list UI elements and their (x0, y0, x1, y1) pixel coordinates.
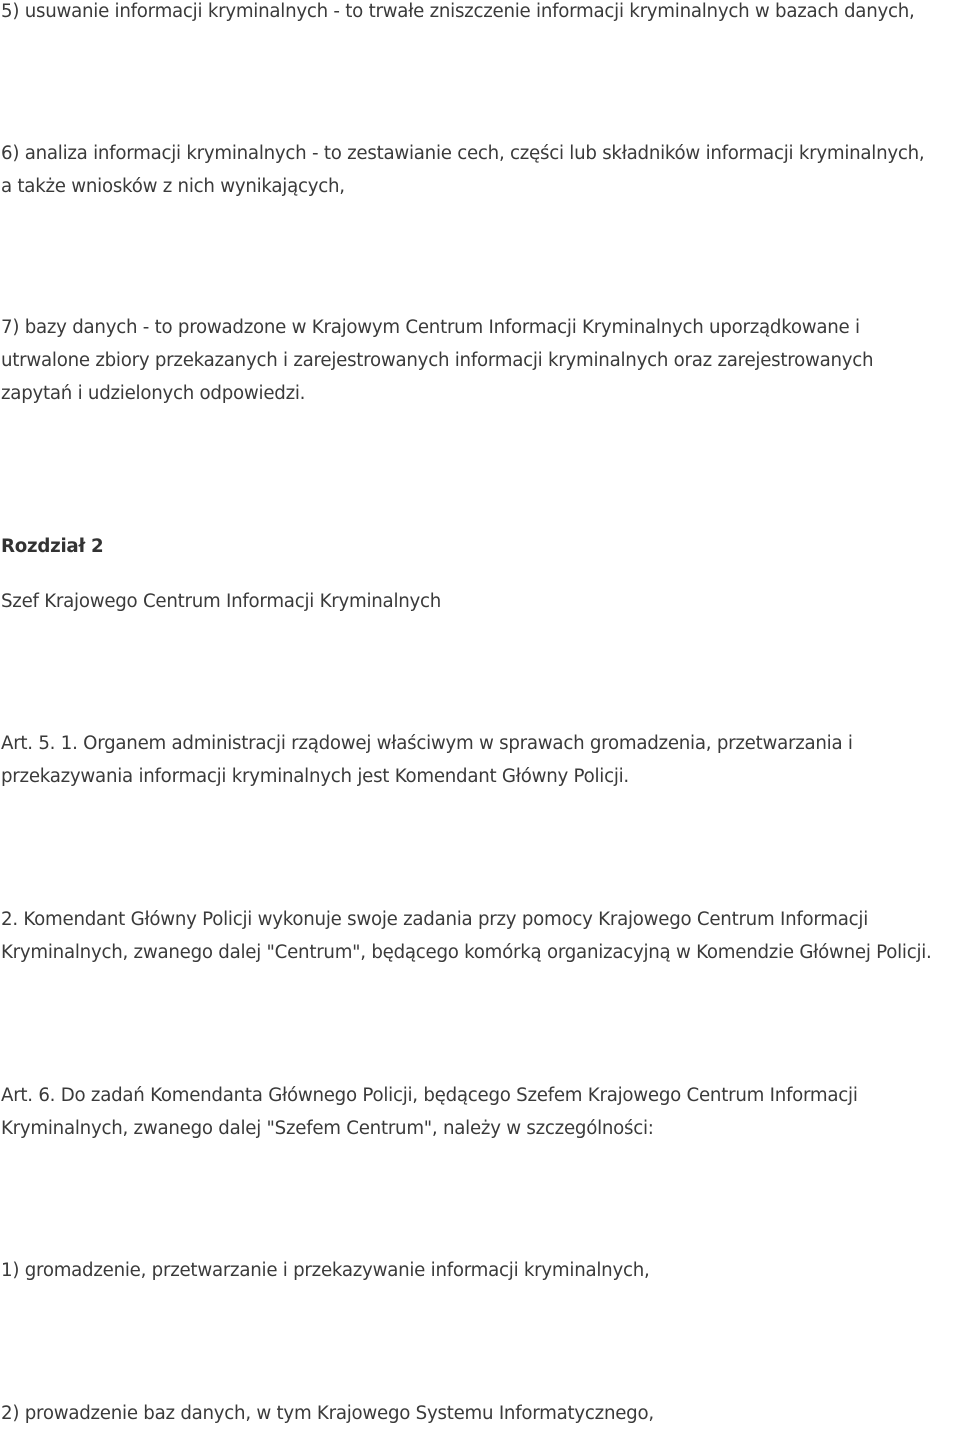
chapter-title-text: Szef Krajowego Centrum Informacji Kryminalnych (1, 591, 442, 612)
chapter-number: Rozdział 2 (1, 536, 104, 557)
list-item (1, 1254, 957, 1287)
chapter-title (1, 585, 957, 618)
definition-7 (1, 311, 957, 410)
text-line: 2) prowadzenie baz danych, w tym Krajowego Systemu Informatycznego, (1, 1403, 654, 1424)
text-line: a także wniosków z nich wynikających, (1, 176, 345, 197)
text-line: 2. Komendant Główny Policji wykonuje swoje zadania przy pomocy Krajowego Centrum Informacji (1, 909, 869, 930)
definition-6 (1, 137, 957, 203)
text-line: utrwalone zbiory przekazanych i zarejestrowanych informacji kryminalnych oraz zarejestrowanych (1, 350, 874, 371)
text-line: przekazywania informacji kryminalnych jest Komendant Główny Policji. (1, 766, 629, 787)
text-line: Kryminalnych, zwanego dalej "Centrum", będącego komórką organizacyjną w Komendzie Głównej Policji. (1, 942, 932, 963)
text-line: zapytań i udzielonych odpowiedzi. (1, 383, 306, 404)
text-line: Art. 6. Do zadań Komendanta Głównego Policji, będącego Szefem Krajowego Centrum Informacji (1, 1085, 858, 1106)
article-5-paragraph-2 (1, 903, 957, 969)
text-line: 1) gromadzenie, przetwarzanie i przekazywanie informacji kryminalnych, (1, 1260, 650, 1281)
list-item (1, 1397, 957, 1430)
text-line: 5) usuwanie informacji kryminalnych - to trwałe zniszczenie informacji kryminalnych w bazach danych, (1, 1, 915, 22)
article-5-paragraph-1 (1, 727, 957, 793)
definition-5 (1, 0, 957, 28)
text-line: 7) bazy danych - to prowadzone w Krajowym Centrum Informacji Kryminalnych uporządkowane i (1, 317, 860, 338)
article-6 (1, 1079, 957, 1145)
chapter-heading (1, 530, 957, 563)
text-line: Kryminalnych, zwanego dalej "Szefem Centrum", należy w szczególności: (1, 1118, 654, 1139)
text-line: 6) analiza informacji kryminalnych - to zestawianie cech, części lub składników informacji kryminalnych, (1, 143, 925, 164)
text-line: Art. 5. 1. Organem administracji rządowej właściwym w sprawach gromadzenia, przetwarzania i (1, 733, 853, 754)
